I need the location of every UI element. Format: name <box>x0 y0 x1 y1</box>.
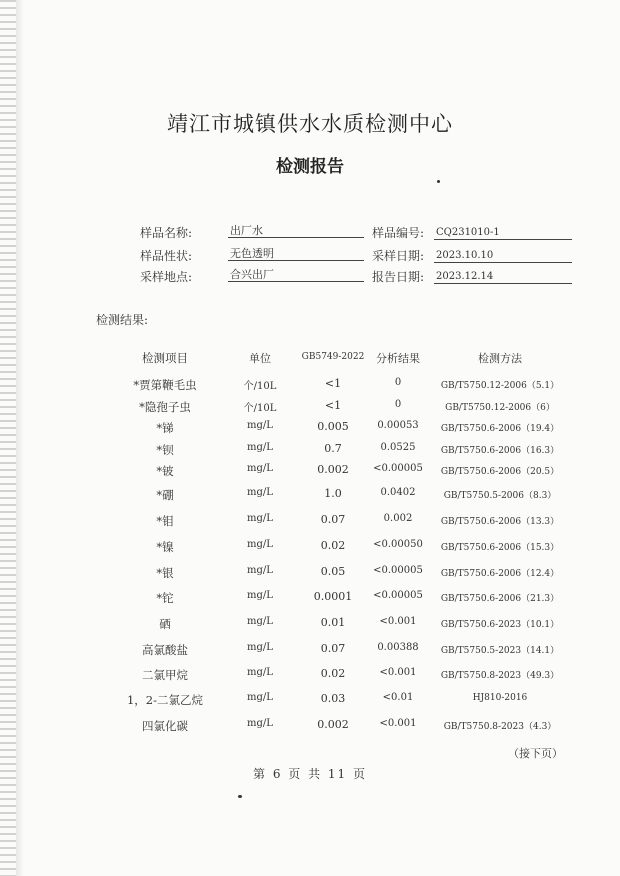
report-date-label: 报告日期: <box>372 270 425 284</box>
cell-standard: 0.07 <box>320 642 346 655</box>
cell-item: 高氯酸盐 <box>142 643 188 657</box>
cell-method: GB/T5750.8-2023（4.3） <box>443 722 557 732</box>
cell-item: *锑 <box>156 421 174 435</box>
cell-method: GB/T5750.6-2006（13.3） <box>440 517 560 527</box>
sample-state-label: 样品性状: <box>140 249 193 263</box>
cell-method: GB/T5750.6-2006（12.4） <box>440 569 560 579</box>
cell-result: 0.0525 <box>380 442 416 453</box>
header-standard: GB5749-2022 <box>301 352 365 362</box>
cell-unit: mg/L <box>247 642 273 653</box>
cell-method: GB/T5750.6-2006（19.4） <box>440 424 560 434</box>
cell-method: GB/T5750.6-2006（16.3） <box>440 446 560 456</box>
cell-item: *钡 <box>156 443 174 457</box>
report-title: 检测报告 <box>276 157 344 177</box>
cell-item: *钼 <box>156 514 174 528</box>
cell-unit: mg/L <box>247 565 273 576</box>
sample-name-label: 样品名称: <box>140 226 193 240</box>
cell-standard: 0.02 <box>320 539 346 552</box>
cell-standard: 0.01 <box>320 616 346 629</box>
report-date-value: 2023.12.14 <box>434 270 572 284</box>
cell-result: <0.00050 <box>373 539 423 550</box>
sample-id-value: CQ231010-1 <box>434 226 572 240</box>
cell-standard: 0.07 <box>320 513 346 526</box>
cell-item: 四氯化碳 <box>142 719 188 733</box>
continued-note: （接下页） <box>508 747 563 760</box>
cell-method: GB/T5750.6-2023（10.1） <box>440 620 560 630</box>
cell-item: *隐孢子虫 <box>139 400 191 414</box>
cell-standard: 0.002 <box>317 463 349 476</box>
cell-unit: mg/L <box>247 420 273 431</box>
cell-standard: 0.005 <box>317 420 349 433</box>
cell-item: *银 <box>156 566 174 580</box>
cell-unit: mg/L <box>247 616 273 627</box>
scan-speck <box>437 180 440 183</box>
scan-speck <box>238 795 242 798</box>
sampling-location-value: 合兴出厂 <box>228 268 364 282</box>
cell-unit: mg/L <box>247 442 273 453</box>
cell-unit: mg/L <box>247 463 273 474</box>
cell-method: GB/T5750.6-2006（20.5） <box>440 467 560 477</box>
cell-result: <0.001 <box>379 616 417 627</box>
cell-result: 0.00053 <box>377 420 419 431</box>
cell-standard: 0.03 <box>320 692 346 705</box>
cell-result: <0.00005 <box>373 590 423 601</box>
cell-method: HJ810-2016 <box>472 693 528 703</box>
cell-unit: mg/L <box>247 590 273 601</box>
cell-standard: <1 <box>324 399 342 412</box>
cell-item: *贾第鞭毛虫 <box>133 378 197 392</box>
cell-result: 0 <box>394 399 402 410</box>
cell-method: GB/T5750.12-2006（6） <box>445 403 555 413</box>
sample-name-value: 出厂水 <box>228 224 364 238</box>
header-result: 分析结果 <box>376 352 420 365</box>
cell-item: *硼 <box>156 488 174 502</box>
cell-unit: mg/L <box>247 692 273 703</box>
cell-item: *镍 <box>156 540 174 554</box>
header-item: 检测项目 <box>142 351 188 365</box>
cell-unit: mg/L <box>247 487 273 498</box>
cell-unit: mg/L <box>247 539 273 550</box>
cell-result: 0 <box>394 377 402 388</box>
cell-result: <0.01 <box>382 692 414 703</box>
organization-title: 靖江市城镇供水水质检测中心 <box>167 112 453 136</box>
cell-method: GB/T5750.6-2006（21.3） <box>440 594 560 604</box>
sampling-date-value: 2023.10.10 <box>434 249 572 263</box>
cell-result: 0.002 <box>383 513 413 524</box>
cell-item: 1，2-二氯乙烷 <box>126 693 204 707</box>
cell-method: GB/T5750.8-2023（49.3） <box>440 671 560 681</box>
sample-id-label: 样品编号: <box>372 226 425 240</box>
cell-standard: 0.002 <box>317 718 349 731</box>
cell-result: <0.001 <box>379 667 417 678</box>
cell-method: GB/T5750.5-2023（14.1） <box>440 646 560 656</box>
cell-item: 二氯甲烷 <box>142 668 188 682</box>
cell-method: GB/T5750.5-2006（8.3） <box>443 491 557 501</box>
cell-unit: 个/10L <box>243 403 277 414</box>
cell-result: 0.00388 <box>377 642 419 653</box>
cell-standard: 0.02 <box>320 667 346 680</box>
sample-state-value: 无色透明 <box>228 247 364 261</box>
cell-result: <0.00005 <box>373 463 423 474</box>
cell-standard: 0.05 <box>320 565 346 578</box>
cell-item: 硒 <box>159 617 171 631</box>
cell-item: *铊 <box>156 591 174 605</box>
cell-unit: mg/L <box>247 667 273 678</box>
cell-result: <0.00005 <box>373 565 423 576</box>
page-number: 第 6 页 共 11 页 <box>253 767 367 781</box>
sampling-location-label: 采样地点: <box>140 270 193 284</box>
sampling-date-label: 采样日期: <box>372 249 425 263</box>
results-label: 检测结果: <box>96 313 149 327</box>
cell-standard: 0.7 <box>324 442 342 455</box>
header-unit: 单位 <box>249 352 271 365</box>
cell-item: *铍 <box>156 464 174 478</box>
cell-method: GB/T5750.12-2006（5.1） <box>440 381 560 391</box>
cell-result: 0.0402 <box>380 487 416 498</box>
cell-method: GB/T5750.6-2006（15.3） <box>440 543 560 553</box>
cell-standard: <1 <box>324 377 342 390</box>
cell-result: <0.001 <box>379 718 417 729</box>
cell-unit: mg/L <box>247 718 273 729</box>
cell-standard: 0.0001 <box>313 590 353 603</box>
cell-unit: 个/10L <box>243 381 277 392</box>
cell-standard: 1.0 <box>324 487 342 500</box>
header-method: 检测方法 <box>478 352 522 365</box>
cell-unit: mg/L <box>247 513 273 524</box>
